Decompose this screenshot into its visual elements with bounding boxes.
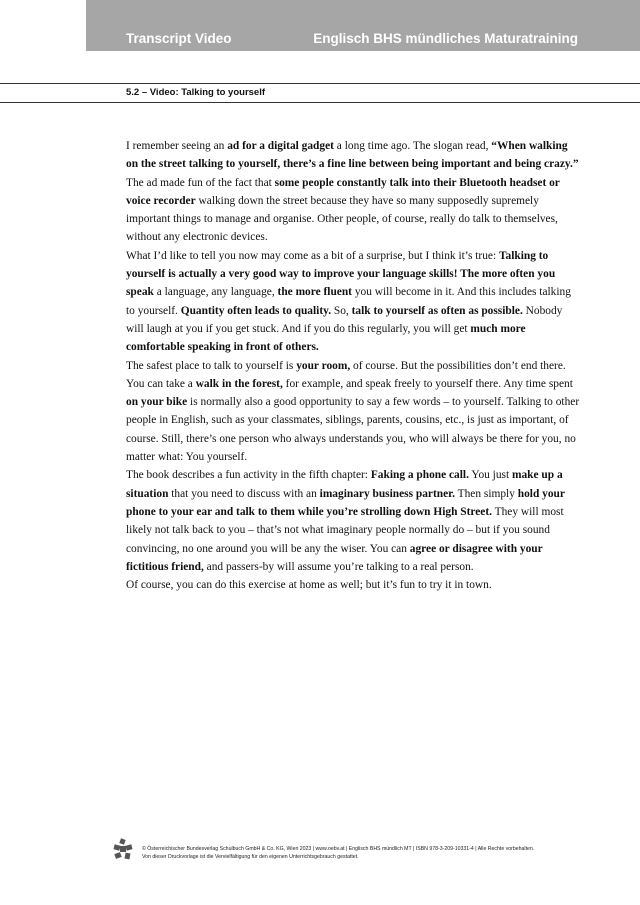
paragraph <box>126 576 580 594</box>
text-run: The safest place to talk to yourself is <box>126 359 297 372</box>
text-run: Nobody will laugh at you if you get stuck. And if you do this regularly, you will get <box>126 304 563 335</box>
text-run: that you need to discuss with an <box>168 487 320 500</box>
text-run: of course. But the possibilities don’t end there. You can take a <box>126 359 566 390</box>
paragraph <box>126 357 580 467</box>
bold-phrase: Faking a phone call. <box>370 469 469 482</box>
bold-phrase: agree or disagree with your fictitious friend, <box>126 542 543 573</box>
bold-phrase: much more comfortable speaking in front of others. <box>126 322 526 354</box>
text-run: for example, and speak freely to yourself there. Any time spent <box>282 377 573 390</box>
header-label-course: Englisch BHS mündliches Maturatraining <box>313 31 578 46</box>
oebv-logo-icon <box>112 838 134 860</box>
bold-phrase: the more fluent <box>277 286 352 299</box>
text-run: They will most likely not talk back to you – that’s not what imaginary people normally do – but if you sound convincing, no one around you will be any the wiser. You can <box>126 505 564 555</box>
bold-phrase: some people constantly talk into their Bluetooth headset or voice recorder <box>126 176 560 207</box>
paragraph <box>126 247 580 357</box>
text-run: a long time ago. The slogan read, <box>333 140 492 152</box>
bold-phrase: walk in the forest, <box>195 377 283 390</box>
text-run: You just <box>468 469 512 482</box>
bold-phrase: make up a situation <box>126 469 563 500</box>
bold-phrase: hold your phone to your ear and talk to them while you’re strolling down High Street. <box>126 487 565 518</box>
bold-phrase: your room, <box>296 359 351 372</box>
text-run: I remember seeing an <box>126 140 228 152</box>
bold-phrase: Quantity often leads to quality. <box>180 304 332 317</box>
paragraph <box>126 137 580 247</box>
transcript-body <box>126 137 580 594</box>
footer-line-2: Von dieser Druckvorlage ist die Vervielfältigung für den eigenen Unterrichtsgebrauch gestattet. <box>142 854 359 860</box>
bold-phrase: “When walking on the street talking to yourself, there’s a fine line between being important and being crazy.” <box>126 140 579 171</box>
bold-phrase: ad for a digital gadget <box>227 140 334 152</box>
text-run: Of course, you can do this exercise at home as well; but it’s fun to try it in town. <box>126 579 492 592</box>
text-run: a language, any language, <box>153 286 278 299</box>
bold-phrase: on your bike <box>126 396 188 409</box>
bold-phrase: talk to yourself as often as possible. <box>351 304 523 317</box>
text-run: The ad made fun of the fact that <box>126 176 275 189</box>
text-run: Then simply <box>455 487 518 500</box>
text-run: So, <box>331 304 352 317</box>
text-run: walking down the street because they have so many supposedly supremely important things to manage and organise. Other people, of course, really do talk to themselves, without any electronic devices. <box>126 194 558 244</box>
text-run: is normally also a good opportunity to say a few words – to yourself. Talking to other people in English, such as your classmates, siblings, parents, cousins, etc., is just as important, of course. Still, there’s one person who always understands you, who will always be there for you, no matter what: You yourself. <box>126 396 580 464</box>
text-run: The book describes a fun activity in the fifth chapter: <box>126 469 371 482</box>
bold-phrase: imaginary business partner. <box>319 487 455 500</box>
section-heading-bar <box>0 83 640 103</box>
header-label-transcript: Transcript Video <box>126 31 232 46</box>
section-title: 5.2 – Video: Talking to yourself <box>126 87 266 98</box>
text-run: and passers-by will assume you’re talking to a real person. <box>203 560 474 573</box>
text-run: you will become in it. And this includes talking to yourself. <box>126 286 571 317</box>
text-run: What I’d like to tell you now may come as a bit of a surprise, but I think it’s true: <box>126 249 499 262</box>
footer-copyright <box>142 845 612 861</box>
bold-phrase: Talking to yourself is actually a very good way to improve your language skills! The more often you speak <box>126 249 556 299</box>
footer-line-1: © Österreichischer Bundesverlag Schulbuch GmbH & Co. KG, Wien 2023 | www.oebv.at | Englisch BHS mündlich MT | ISBN 978-3-209-10331-4 | Alle Rechte vorbehalten. <box>142 846 535 852</box>
paragraph <box>126 466 580 576</box>
